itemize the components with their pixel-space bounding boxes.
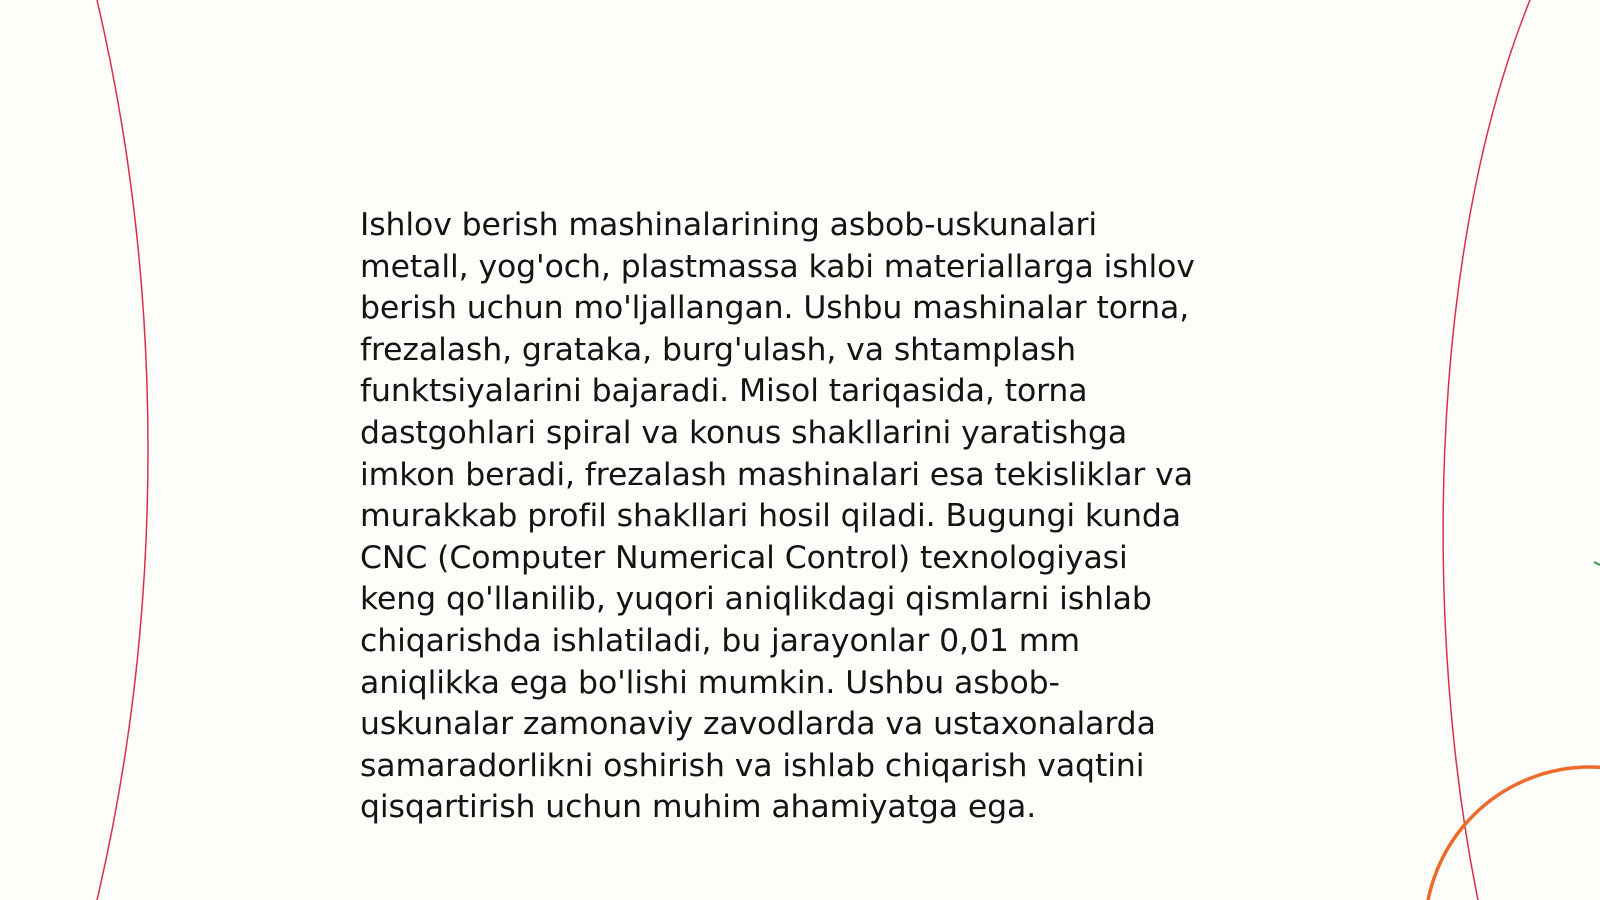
right-curve (1443, 0, 1530, 900)
slide-body-text: Ishlov berish mashinalarining asbob-uskunalari metall, yog'och, plastmassa kabi materiallarga ishlov berish uchun mo'ljallangan. Ushbu mashinalar torna, frezalash, grataka, burg'ulash, va shtamplash funktsiyalarini bajaradi. Misol tariqasida, torna dastgohlari spiral va konus shakllarini yaratishga imkon beradi, frezalash mashinalari esa tekisliklar va murakkab profil shakllari hosil qiladi. Bugungi kunda CNC (Computer Numerical Control) texnologiyasi keng qo'llanilib, yuqori aniqlikdagi qismlarni ishlab chiqarishda ishlatiladi, bu jarayonlar 0,01 mm aniqlikka ega bo'lishi mumkin. Ushbu asbob- uskunalar zamonaviy zavodlarda va ustaxonalarda samaradorlikni oshirish va ishlab chiqarish vaqtini qisqartirish uchun muhim ahamiyatga ega. (360, 207, 1195, 826)
green-mark (1594, 562, 1600, 565)
orange-circle-arc (1425, 767, 1600, 900)
left-curve (97, 0, 148, 900)
